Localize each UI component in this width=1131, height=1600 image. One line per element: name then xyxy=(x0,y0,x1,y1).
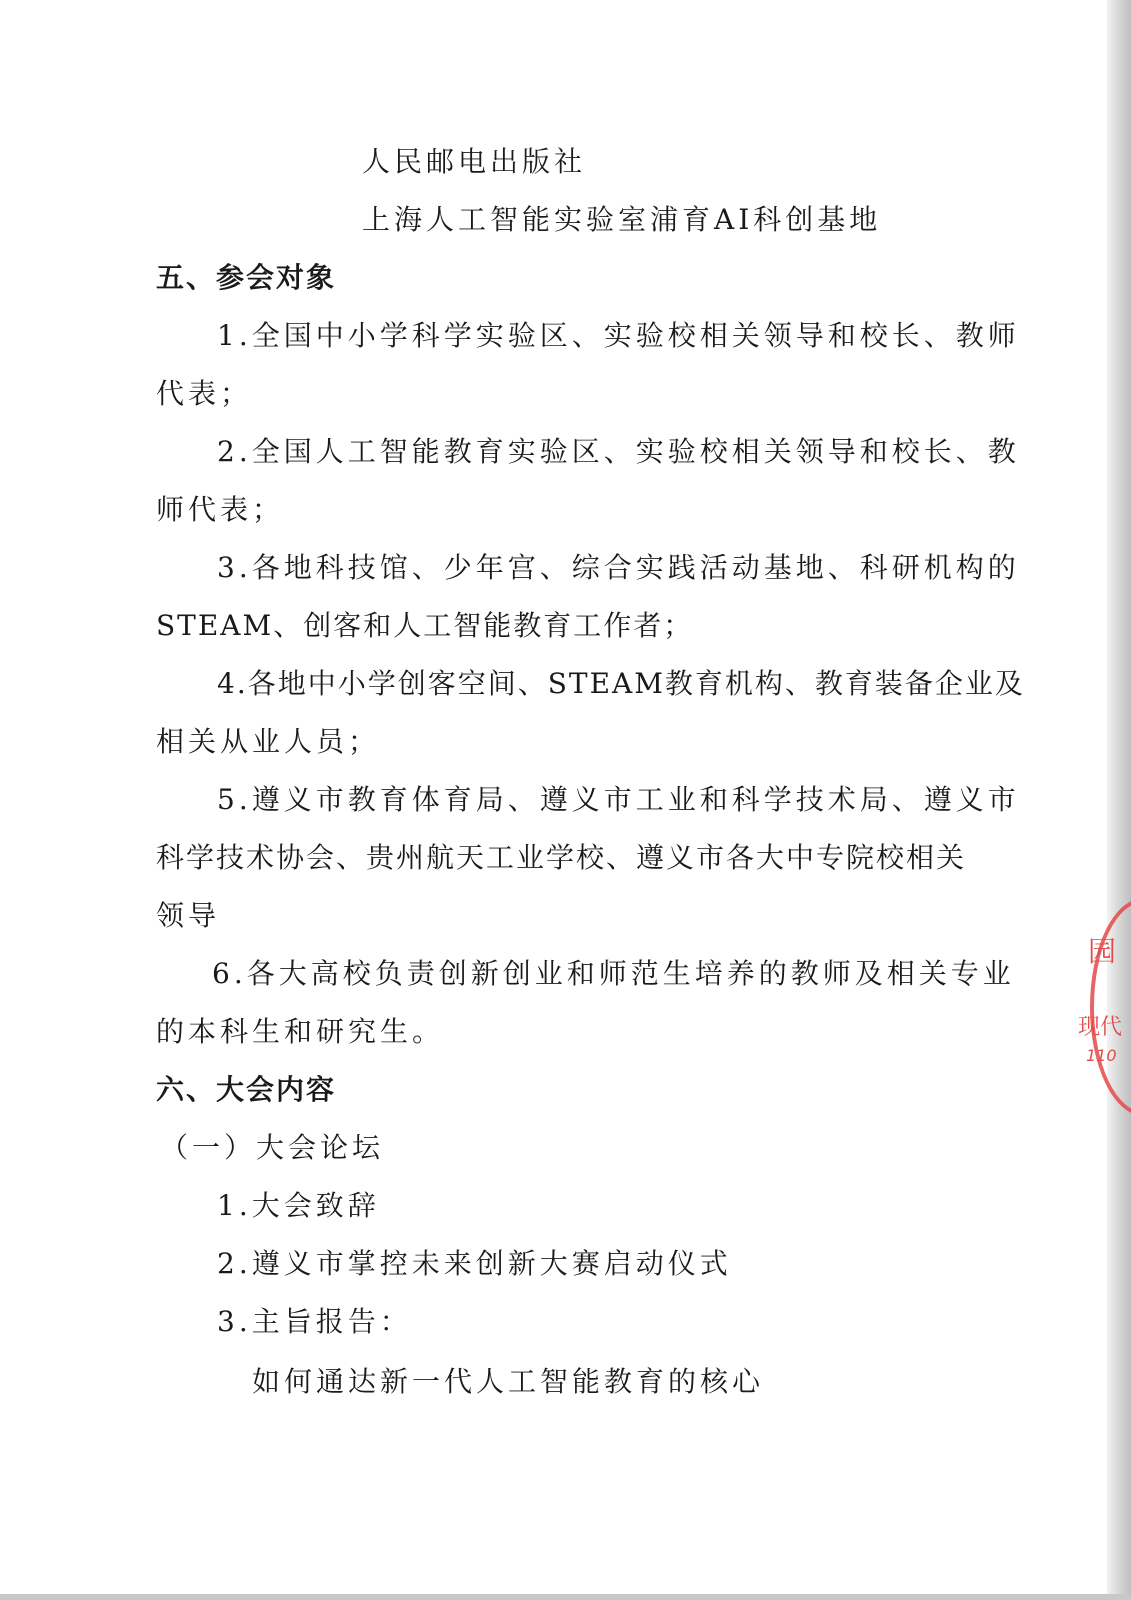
paragraph-line: STEAM、创客和人工智能教育工作者； xyxy=(156,609,694,642)
paragraph-line: 的本科生和研究生。 xyxy=(156,1015,445,1048)
organizer-line: 上海人工智能实验室浦育AI科创基地 xyxy=(362,203,882,236)
paragraph-line: 3.各地科技馆、少年宫、综合实践活动基地、科研机构的 xyxy=(217,551,1020,584)
paragraph-line: 相关从业人员； xyxy=(156,725,381,758)
paragraph-line: 2.全国人工智能教育实验区、实验校相关领导和校长、教 xyxy=(217,435,1020,468)
seal-text: 园 xyxy=(1088,935,1117,968)
paragraph-line: 1.全国中小学科学实验区、实验校相关领导和校长、教师 xyxy=(217,319,1020,352)
page-right-edge-shadow xyxy=(1107,0,1131,1600)
organizer-line: 人民邮电出版社 xyxy=(362,145,587,178)
subsection-heading: （一）大会论坛 xyxy=(160,1131,385,1164)
paragraph-line: 领导 xyxy=(156,899,221,932)
paragraph-line: 4.各地中小学创客空间、STEAM教育机构、教育装备企业及 xyxy=(217,667,1025,700)
list-item: 3.主旨报告： xyxy=(217,1305,412,1338)
paragraph-line: 代表； xyxy=(156,377,253,410)
paragraph-line: 6.各大高校负责创新创业和师范生培养的教师及相关专业 xyxy=(212,957,1015,990)
paragraph-line: 科学技术协会、贵州航天工业学校、遵义市各大中专院校相关 xyxy=(156,841,967,874)
paragraph-line: 5.遵义市教育体育局、遵义市工业和科学技术局、遵义市 xyxy=(217,783,1020,816)
list-item: 2.遵义市掌控未来创新大赛启动仪式 xyxy=(217,1247,732,1280)
seal-text: 现代 xyxy=(1078,1015,1123,1040)
page-bottom-edge xyxy=(0,1594,1131,1600)
report-topic: 如何通达新一代人工智能教育的核心 xyxy=(252,1365,765,1398)
list-item: 1.大会致辞 xyxy=(217,1189,380,1222)
paragraph-line: 师代表； xyxy=(156,493,285,526)
section-heading: 五、参会对象 xyxy=(156,261,337,294)
seal-text: 110 xyxy=(1086,1046,1117,1065)
section-heading: 六、大会内容 xyxy=(156,1073,337,1106)
